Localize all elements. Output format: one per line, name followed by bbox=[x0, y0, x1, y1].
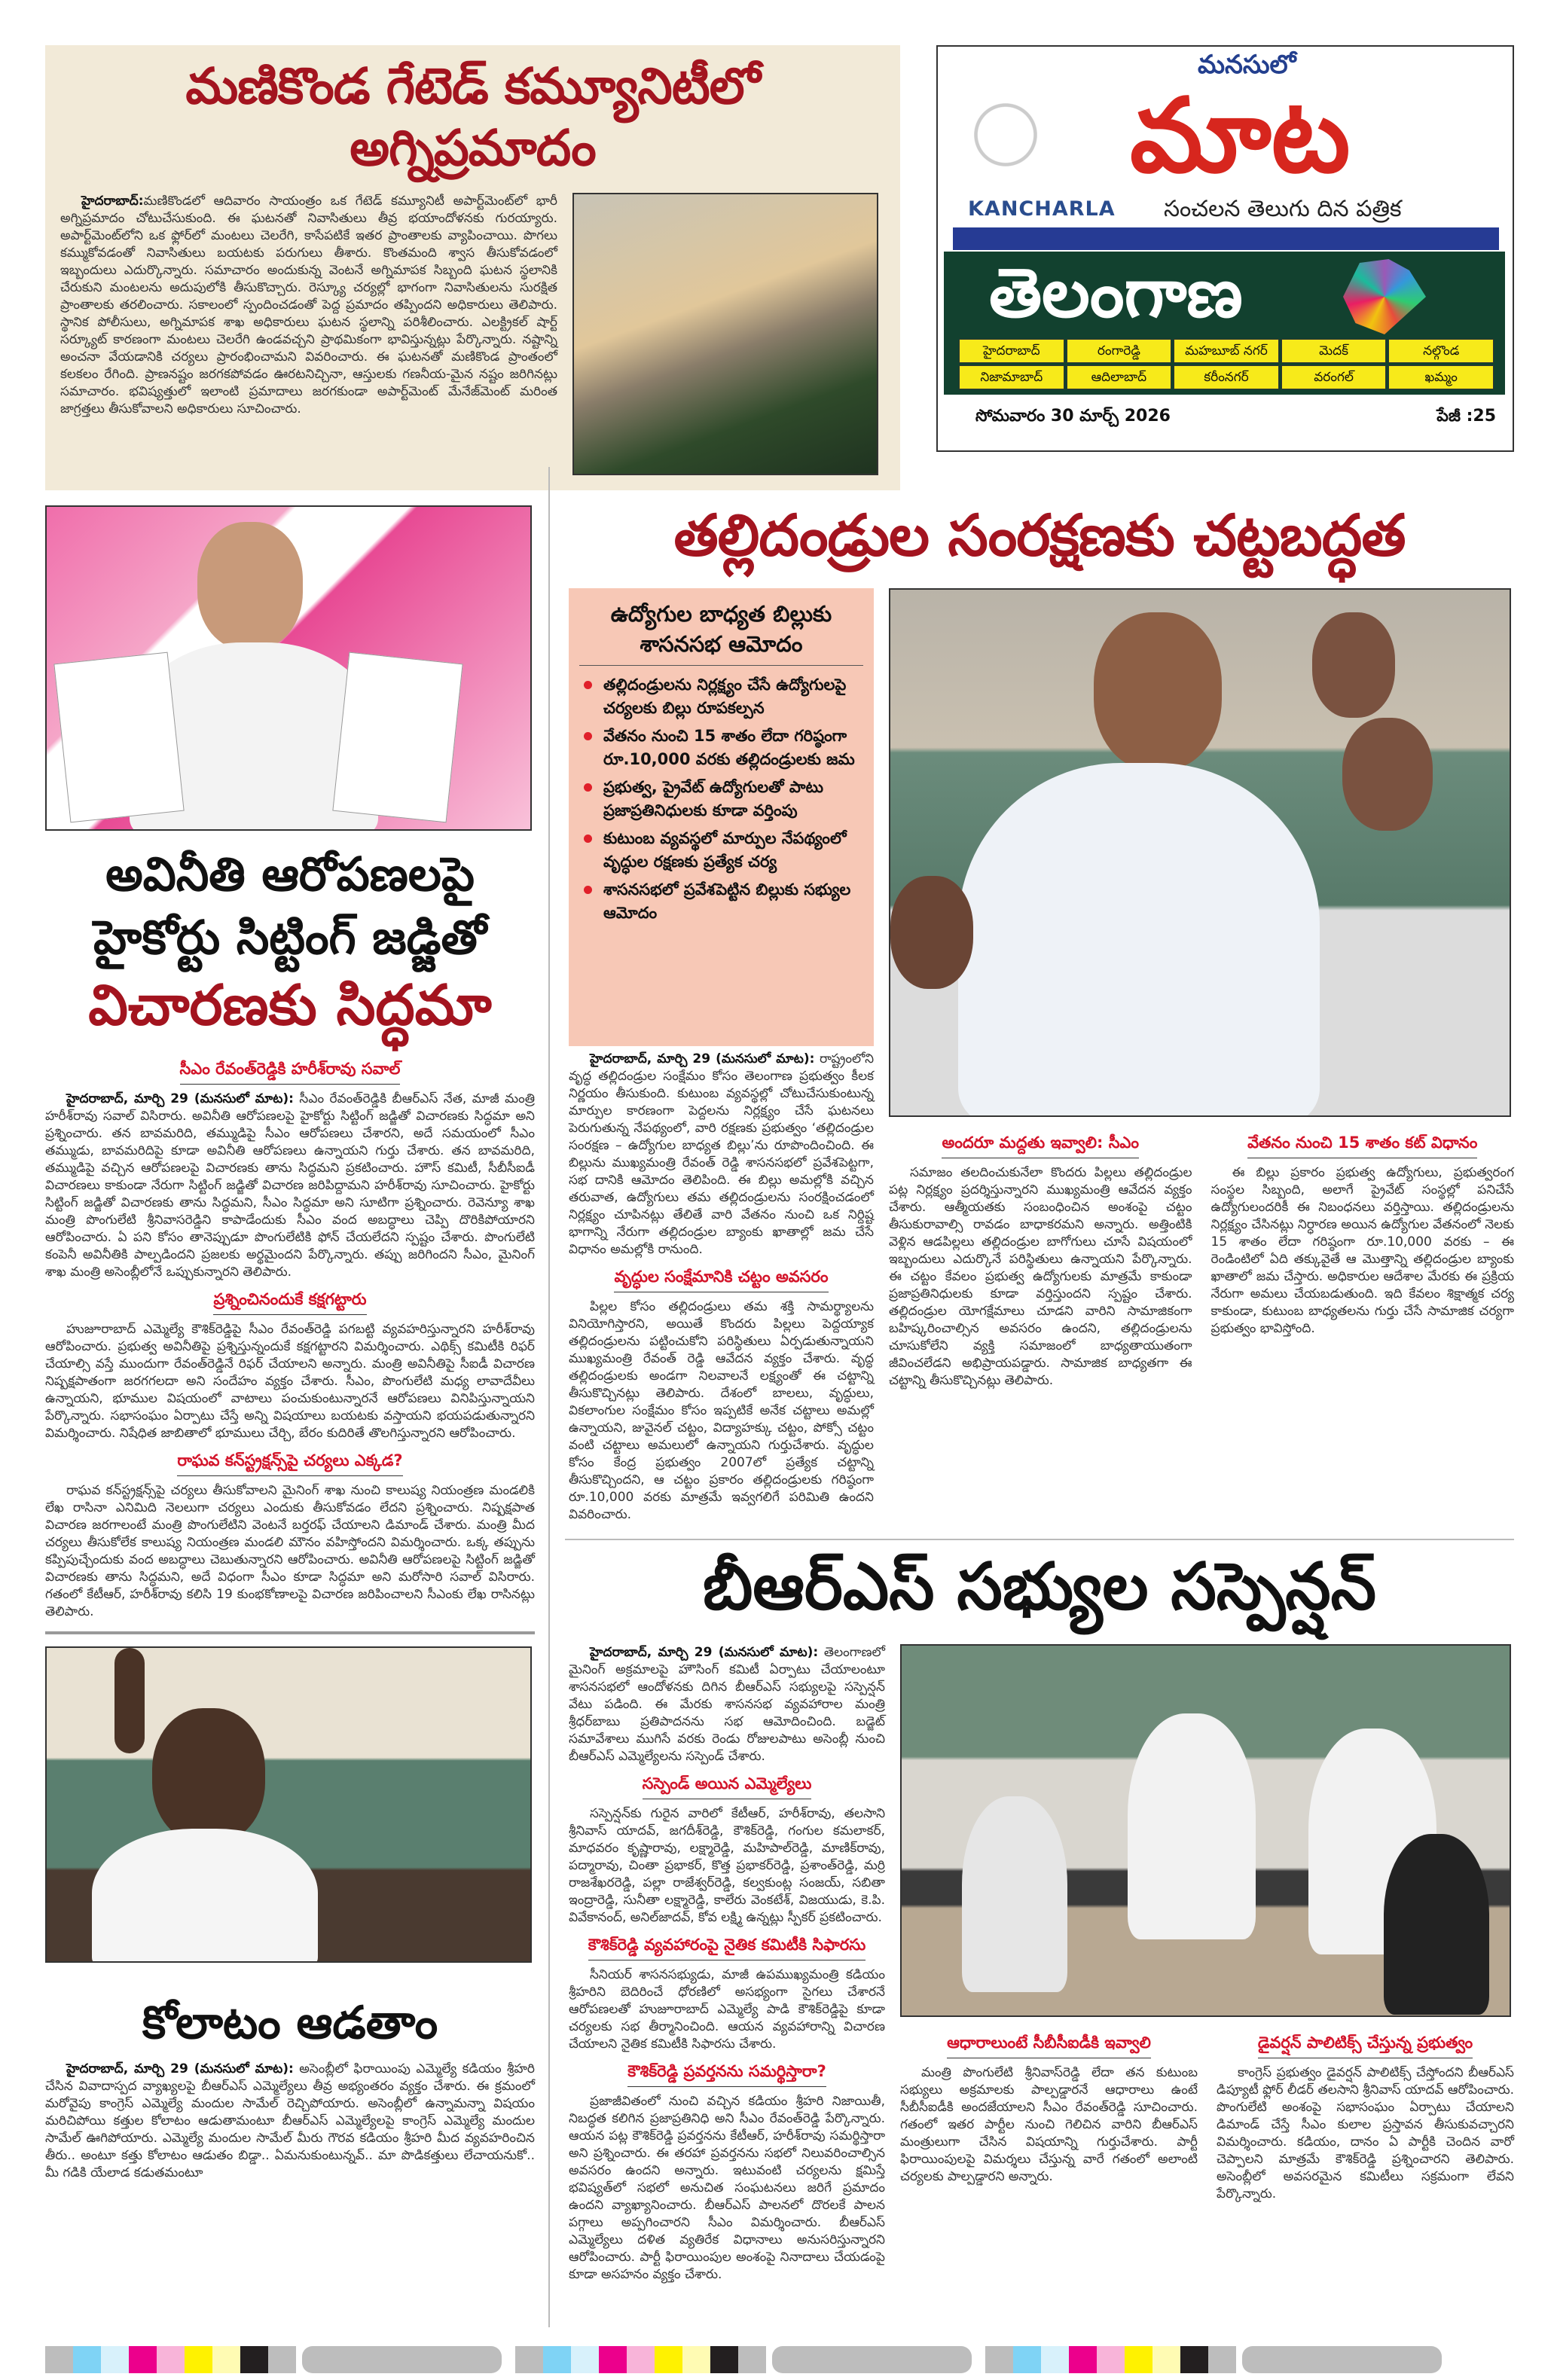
edition-title: తెలంగాణ bbox=[989, 254, 1243, 333]
color-swatch bbox=[73, 2346, 101, 2373]
founder-portrait bbox=[968, 77, 1043, 182]
color-swatch bbox=[1069, 2346, 1097, 2373]
left-story-headline: అవినీతి ఆరోపణలపై హైకోర్టు సిట్టింగ్ జడ్జితో విచారణకు సిద్ధమా bbox=[88, 847, 492, 1038]
district-label: ఆదిలాబాద్ bbox=[1067, 365, 1172, 389]
dateline: హైదరాబాద్: bbox=[81, 194, 144, 209]
section-title: ఆధారాలుంటే సీబీసీఐడీకి ఇవ్వాలి bbox=[947, 2032, 1151, 2058]
section-title: అందరూ మద్దతు ఇవ్వాలి: సీఎం bbox=[942, 1132, 1139, 1158]
divider bbox=[565, 1539, 1514, 1540]
highlight-text: శాసనసభలో ప్రవేశపెట్టిన బిల్లుకు సభ్యుల ఆమోదం bbox=[603, 880, 851, 922]
article-text: మంత్రి పొంగులేటి శ్రీనివాస్‌రెడ్డి లేదా తన కుటుంబ సభ్యులు అక్రమాలకు పాల్పడ్డారనే ఆధారాలు ఉంటే సీబీసీఐడీకి అందజేయాలని సీఎం రేవంత్‌రెడ్డి సూచించారు. గతంలో ఇతర పార్టీల నుంచి గెలిచిన వారిని బీఆర్‌ఎస్ మంత్రులుగా చేసిన విషయాన్ని గుర్తుచేశారు. పార్టీ ఫిరాయింపులపై విమర్శలు చేస్తున్న వారే గతంలో అలాంటి చర్యలకు పాల్పడ్డారని అన్నారు. bbox=[900, 2065, 1198, 2184]
highlight-item bbox=[579, 878, 863, 925]
district-label: హైదరాబాద్ bbox=[959, 339, 1064, 363]
color-swatch bbox=[571, 2346, 599, 2373]
color-swatch bbox=[515, 2346, 543, 2373]
brs-story-col-2 bbox=[900, 2025, 1198, 2206]
main-headline: తల్లిదండ్రుల సంరక్షణకు చట్టబద్ధత bbox=[673, 502, 1406, 569]
center-column bbox=[565, 498, 1514, 2287]
section-title: సస్పెండ్ అయిన ఎమ్మెల్యేలు bbox=[643, 1773, 812, 1799]
district-label: నిజామాబాద్ bbox=[959, 365, 1064, 389]
gray-pill bbox=[1242, 2346, 1442, 2373]
bullet-icon bbox=[584, 835, 592, 843]
brs-headline: బీఆర్ఎస్ సభ్యుల సస్పెన్షన్ bbox=[703, 1549, 1376, 1625]
section-title: వృద్ధుల సంక్షేమానికి చట్టం అవసరం bbox=[614, 1266, 828, 1292]
section-title: డైవర్షన్ పాలిటిక్స్ చేస్తున్న ప్రభుత్వం bbox=[1258, 2032, 1473, 2058]
main-story-col-2 bbox=[889, 1124, 1192, 1393]
left-story-subhead: సీఎం రేవంత్‌రెడ్డికి హరీశ్‌రావు సవాల్ bbox=[180, 1058, 401, 1085]
color-swatch bbox=[45, 2346, 73, 2373]
brand-small: మనసులో bbox=[1198, 50, 1296, 80]
brs-story bbox=[565, 1644, 1514, 2287]
article-text: మణికొండలో ఆదివారం సాయంత్రం ఒక గేటెడ్ కమ్యూనిటీ అపార్ట్‌మెంట్‌లో భారీ అగ్నిప్రమాదం చోటుచేసుకుంది. ఈ ఘటనతో నివాసితులు తీవ్ర భయాందోళనకు గురయ్యారు. అపార్ట్‌మెంట్‌లోని ఒక ఫ్లోర్‌లో మంటలు చెలరేగి, కాసేపటికే ఇతర ప్రాంతాలకు వ్యాపించాయి. పొగలు కమ్ముకోవడంతో నివాసితులు బయటకు పరుగులు తీశారు. కొంతమంది శ్వాస తీసుకోవడంలో ఇబ్బందులు ఎదుర్కొన్నారు. సమాచారం అందుకున్న వెంటనే అగ్నిమాపక సిబ్బంది ఘటన స్థలానికి చేరుకుని మంటలను అదుపులోకి తీసుకొచ్చారు. రెస్క్యూ చర్యల్లో భాగంగా నివాసితులను సురక్షిత ప్రాంతాలకు తరలించారు. సకాలంలో స్పందించడంతో పెద్ద ప్రమాదం తప్పిందని అధికారులు తెలిపారు. స్థానిక పోలీసులు, అగ్నిమాపక శాఖ అధికారులు ఘటన స్థలాన్ని పరిశీలించారు. ఎలక్ట్రికల్ షార్ట్ సర్క్యూట్ కారణంగా మంటలు చెలరేగి ఉండవచ్చని ప్రాథమికంగా భావిస్తున్నట్లు పేర్కొన్నారు. నష్టాన్ని అంచనా వేయడానికి చర్యలు ప్రారంభించామని వివరించారు. ఈ ఘటనతో మణికొండ ప్రాంతంలో కలకలం రేగింది. ప్రాణనష్టం జరగకపోవడం ఊరటనిచ్చినా, ఆస్తులకు గణనీయ-మైన నష్టం జరిగినట్లు సమాచారం. భవిష్యత్తులో ఇలాంటి ప్రమాదాలు జరగకుండా అపార్ట్‌మెంట్ మేనేజ్‌మెంట్ మరింత జాగ్రత్తలు తీసుకోవాలని అధికారులు సూచించారు. bbox=[60, 194, 557, 416]
section-title: ప్రశ్నించినందుకే కక్షగట్టారు bbox=[213, 1289, 366, 1315]
fire-photo bbox=[572, 193, 878, 475]
top-story bbox=[45, 45, 900, 490]
color-swatch bbox=[240, 2346, 268, 2373]
registration-color-bar bbox=[45, 2346, 1522, 2373]
article-text: సీనియర్ శాసనసభ్యుడు, మాజీ ఉపముఖ్యమంత్రి కడియం శ్రీహరిని బెదిరించే ధోరణిలో అసభ్యంగా సైగలు చేశారనే ఆరోపణలతో హుజూరాబాద్ ఎమ్మెల్యే పాడి కౌశిక్‌రెడ్డిపై కూడా చర్యలకు సభ తీర్మానించింది. ఆయన వ్యవహారాన్ని విచారణ చేయాలని నైతిక కమిటీకి సిఫారసు చేశారు. bbox=[569, 1967, 885, 2052]
blue-bar bbox=[953, 227, 1499, 250]
article-text: ఈ బిల్లు ప్రకారం ప్రభుత్వ ఉద్యోగులు, ప్రభుత్వరంగ సంస్థల సిబ్బంది, అలాగే ప్రైవేట్ సంస్థల్లో పనిచేసే ఉద్యోగులందరికీ ఈ నిబంధనలు వర్తిస్తాయి. తల్లిదండ్రులను నిర్లక్ష్యం చేసినట్లు నిర్ధారణ అయిన ఉద్యోగుల వేతనంలో నెలకు 15 శాతం లేదా గరిష్ఠంగా రూ.10,000 వరకు – ఈ రెండింటిలో ఏది తక్కువైతే ఆ మొత్తాన్ని తల్లిదండ్రుల బ్యాంకు ఖాతాలో జమ చేస్తారు. అధికారుల ఆదేశాల మేరకు ఈ ప్రక్రియ నేరుగా అమలు చేయబడుతుంది. ఇది కేవలం శిక్షాత్మక చర్య కాకుండా, కుటుంబ బాధ్యతలను గుర్తు చేసే సామాజిక చర్యగా ప్రభుత్వం భావిస్తోంది. bbox=[1210, 1165, 1514, 1336]
bullet-icon bbox=[584, 732, 592, 740]
color-swatch bbox=[985, 2346, 1013, 2373]
district-label: వరంగల్ bbox=[1281, 365, 1387, 389]
assembly-photo bbox=[900, 1644, 1511, 2017]
color-swatch bbox=[157, 2346, 185, 2373]
masthead bbox=[936, 45, 1514, 452]
article-text: హుజూరాబాద్ ఎమ్మెల్యే కౌశిక్‌రెడ్డిపై సీఎం రేవంత్‌రెడ్డి పగబట్టి వ్యవహరిస్తున్నారని హరీశ్‌రావు ఆరోపించారు. ప్రభుత్వ అవినీతిపై ప్రశ్నిస్తున్నందుకే కక్షగట్టారని విమర్శించారు. ఎథిక్స్ కమిటీకి రిఫర్ చేయాల్సి వస్తే ముందుగా రేవంత్‌రెడ్డినే రిఫర్ చేయాలని అన్నారు. మంత్రి అవినీతిపై సీఐడీ విచారణ నిష్పక్షపాతంగా జరగగలదా అని సందేహం వ్యక్తం చేశారు. సీఎం, పొంగులేటి మధ్య లావాదేవీలు ఉన్నాయని, భూముల విషయంలో వాటాలు పంచుకుంటున్నారనే ఆరోపణలు వినిపిస్తున్నాయని పేర్కొన్నారు. సభాసంఘం ఏర్పాటు చేస్తే అన్ని విషయాలు బయటకు వస్తాయని భయపడుతున్నారని విమర్శించారు. నిషేధిత జాబితాలో భూములు చేర్చి, బేరం కుదిరితే తొలగిస్తున్నారని ఆరోపించారు. bbox=[45, 1322, 535, 1441]
gray-pill bbox=[302, 2346, 502, 2373]
color-swatch bbox=[655, 2346, 682, 2373]
highlight-text: తల్లిదండ్రులను నిర్లక్ష్యం చేసే ఉద్యోగులపై చర్యలకు బిల్లు రూపకల్పన bbox=[603, 676, 847, 717]
gray-pill bbox=[772, 2346, 972, 2373]
tagline: సంచలన తెలుగు దిన పత్రిక bbox=[1164, 196, 1402, 222]
article-text: పిల్లల కోసం తల్లిదండ్రులు తమ శక్తి సామర్థ్యాలను వినియోగిస్తారని, అయితే కొందరు పిల్లలు పెద్దయ్యాక తల్లిదండ్రులను పట్టించుకోని పరిస్థితులు ఏర్పడుతున్నాయని ముఖ్యమంత్రి రేవంత్ రెడ్డి ఆవేదన వ్యక్తం చేశారు. వృద్ధ తల్లిదండ్రులకు అండగా నిలవాలనే లక్ష్యంతో ఈ చట్టాన్ని తీసుకొచ్చినట్లు తెలిపారు. దేశంలో బాలలు, వృద్ధులు, వికలాంగుల సంక్షేమం కోసం ఇప్పటికే అనేక చట్టాలు అమల్లో ఉన్నాయని, జువైనల్ చట్టం, విద్యాహక్కు చట్టం, పోక్సో చట్టం వంటి చట్టాలు అమలులో ఉన్నాయని గుర్తుచేశారు. వృద్ధుల కోసం కేంద్ర ప్రభుత్వం 2007లో ప్రత్యేక చట్టాన్ని తీసుకొచ్చిందని, ఆ చట్టం ప్రకారం తల్లిదండ్రులకు గరిష్ఠంగా రూ.10,000 వరకు మాత్రమే ఇవ్వగలిగే పరిమితి ఉందని వివరించారు. bbox=[569, 1299, 874, 1522]
kolatam-body: హైదరాబాద్, మార్చి 29 (మనసులో మాట): అసెంబ్లీలో ఫిరాయింపు ఎమ్మెల్యే కడియం శ్రీహరి చేసిన వివాదాస్పద వ్యాఖ్యలపై బీఆర్‌ఎస్ ఎమ్మెల్యేలు తీవ్ర అభ్యంతరం వ్యక్తం చేశారు. ఈ క్రమంలో మరోవైపు కాంగ్రెస్ ఎమ్మెల్యే మందుల సామేల్ రెచ్చిపోయారు. అసెంబ్లీలో ఉన్నామన్నా విషయం మరిచిపోయి కత్తుల కోలాటం ఆడుతామంటూ బీఆర్‌ఎస్ ఎమ్మెల్యేలపై కాంగ్రెస్ ఎమ్మెల్యే మందుల సామేల్ ఊగిపోయారు. ఎమ్మెల్యే మందుల సామేల్ మీరు గౌరవ కడియం శ్రీహరి మీద వ్యవహరించిన తీరు.. అంటూ కత్తు కోలాటం ఆడుతం బిడ్డా.. ఏమనుకుంటున్నవ్.. మా పొడికత్తులు లేచాయనుకో.. మీ గడికి యేలాడ కడుతమంటూ bbox=[45, 2061, 535, 2180]
color-swatch bbox=[682, 2346, 710, 2373]
highlight-item bbox=[579, 776, 863, 822]
district-label: మెదక్ bbox=[1281, 339, 1387, 363]
bullet-icon bbox=[584, 783, 592, 792]
highlights-box bbox=[569, 588, 874, 1046]
district-label: ఖమ్మం bbox=[1388, 365, 1494, 389]
mla-speaking-photo bbox=[45, 1646, 532, 1963]
color-swatch bbox=[1180, 2346, 1208, 2373]
bullet-icon bbox=[584, 681, 592, 689]
color-swatch bbox=[1013, 2346, 1041, 2373]
highlight-item bbox=[579, 827, 863, 874]
article-text: కాంగ్రెస్ ప్రభుత్వం డైవర్షన్ పాలిటిక్స్ చేస్తోందని బీఆర్‌ఎస్ డిప్యూటీ ఫ్లోర్ లీడర్ తలసాని శ్రీనివాస్ యాదవ్ ఆరోపించారు. పొంగులేటి అంశంపై సభాసంఘం ఏర్పాటు చేయాలని డిమాండ్ చేస్తే సీఎం కులాల ప్రస్తావన తీసుకువచ్చారని విమర్శించారు. కడియం, దానం ఏ పార్టీకి చెందిన వారో చెప్పాలని మాత్రమే కౌశిక్‌రెడ్డి ప్రశ్నించారని తెలిపారు. అసెంబ్లీలో అవసరమైన కమిటీలు సక్రమంగా లేవని పేర్కొన్నారు. bbox=[1217, 2065, 1514, 2202]
color-swatch bbox=[212, 2346, 240, 2373]
left-story-body: సీఎం రేవంత్‌రెడ్డికి హరీశ్‌రావు సవాల్ హైదరాబాద్, మార్చి 29 (మనసులో మాట): సీఎం రేవంత్‌రెడ్డికి బీఆర్‌ఎస్ నేత, మాజీ మంత్రి హరీశ్‌రావు సవాల్ విసిరారు. అవినీతి ఆరోపణలపై హైకోర్టు సిట్టింగ్ జడ్జితో విచారణకు సిద్ధమా అని ప్రశ్నించారు. తన బావమరిది, తమ్ముడిపై సీఎం ఆరోపణలు చేశారని, అదే సమయంలో సీఎం తమ్ముడు, బావమరిదిపై కూడా అవినీతి ఆరోపణలు ఉన్నాయని గుర్తు చేశారు. తన బావమరిది, తమ్ముడిపై వచ్చిన ఆరోపణలపై విచారణకు తాను సిద్ధమని ప్రకటించారు. హౌస్ కమిటీ, సీబీసీఐడీ విచారణలు కాకుండా నేరుగా సిట్టింగ్ జడ్జితో విచారణ జరిపిద్దామని హరీశ్‌రావు సూచించారు. హైకోర్టు సిట్టింగ్ జడ్జితో విచారణకు తాను సిద్ధమని, సీఎం సిద్ధమా అని సూటిగా ప్రశ్నించారు. రెవెన్యూ శాఖ మంత్రి పొంగులేటి శ్రీనివాసరెడ్డిని కాపాడేందుకు సీఎం వంద అబద్ధాలు చెప్పి దొరికిపోయారని ఆరోపించారు. ఏ పని కోసం తానెప్పుడూ పొంగులేటికి ఫోన్ చేయలేదని స్పష్టం చేశారు. పొంగులేటి కంపెనీ అవినీతికి పాల్పడిందని ప్రజలకు అర్థమైందని పేర్కొన్నారు. తప్పు జరిగిందని సీఎం, మైనింగ్ శాఖ మంత్రి అసెంబ్లీలోనే ఒప్పుకున్నారని తెలిపారు. ప్రశ్నించినందుకే కక్షగట్టారు హుజూరాబాద్ ఎమ్మెల్యే కౌశిక్‌రెడ్డిపై సీఎం రేవంత్‌రెడ్డి పగబట్టి వ్యవహరిస్తున్నారని హరీశ్‌రావు ఆరోపించారు. ప్రభుత్వ అవినీతిపై ప్రశ్నిస్తున్నందుకే కక్షగట్టారని విమర్శించారు. ఎథిక్స్ కమిటీకి రిఫర్ చేయాల్సి వస్తే ముందుగా రేవంత్‌రెడ్డినే రిఫర్ చేయాలని అన్నారు. మంత్రి అవినీతిపై సీఐడీ విచారణ నిష్పక్షపాతంగా జరగగలదా అని సందేహం వ్యక్తం చేశారు. సీఎం, పొంగులేటి మధ్య లావాదేవీలు ఉన్నాయని, భూముల విషయంలో వాటాలు పంచుకుంటున్నారనే ఆరోపణలు వినిపిస్తున్నాయని పేర్కొన్నారు. సభాసంఘం ఏర్పాటు చేస్తే అన్ని విషయాలు బయటకు వస్తాయని భయపడుతున్నారని విమర్శించారు. నిషేధిత జాబితాలో భూములు చేర్చి, బేరం కుదిరితే తొలగిస్తున్నారని ఆరోపించారు. రాఘవ కన్‌స్ట్రక్షన్స్‌పై చర్యలు ఎక్కడ? రాఘవ కన్‌స్ట్రక్షన్స్‌పై చర్యలు తీసుకోవాలని మైనింగ్ శాఖ నుంచి కాలుష్య నియంత్రణ మండలికి లేఖ రాసినా ఎనిమిది నెలలుగా చర్యలు ఎందుకు తీసుకోవడం లేదని ప్రశ్నించారు. నిష్పక్షపాత విచారణ జరగాలంటే మంత్రి పొంగులేటిని వెంటనే బర్తరఫ్ చేయాలని డిమాండ్ చేశారు. మంత్రి మీద చర్యలు తీసుకోలేక కాలుష్య నియంత్రణ మండలి మౌనం వహిస్తోందని విమర్శించారు. ఒక్క తప్పును కప్పిపుచ్చేందుకు వంద అబద్ధాలు చెబుతున్నారని ఆరోపించారు. అవినీతి ఆరోపణలపై సిట్టింగ్ జడ్జితో విచారణకు తాను సిద్ధమని, అదే విధంగా సీఎం కూడా సిద్ధమా అని మరోసారి సవాల్ విసిరారు. గతంలో కేటీఆర్, హరీశ్‌రావు కలిసి 19 కుంభకోణాలపై విచారణ జరిపించాలని సీఎంకు లేఖ రాసినట్లు తెలిపారు. bbox=[45, 1060, 536, 1619]
color-swatch bbox=[1125, 2346, 1152, 2373]
section-title: కౌశిక్‌రెడ్డి వ్యవహారంపై నైతిక కమిటీకి సిఫారసు bbox=[588, 1934, 866, 1960]
left-column bbox=[45, 505, 535, 2185]
harish-rao-photo bbox=[45, 505, 532, 831]
founder-name: KANCHARLA bbox=[968, 197, 1116, 221]
column-divider bbox=[548, 467, 550, 2327]
district-label: మహబూబ్ నగర్ bbox=[1174, 339, 1279, 363]
district-label: కరీంనగర్ bbox=[1174, 365, 1279, 389]
telangana-map-icon bbox=[1343, 259, 1426, 334]
page-number: పేజీ :25 bbox=[1436, 407, 1496, 426]
highlight-text: కుటుంబ వ్యవస్థలో మార్పుల నేపథ్యంలో వృద్ధుల రక్షణకు ప్రత్యేక చర్య bbox=[603, 829, 847, 871]
highlight-item bbox=[579, 725, 863, 771]
color-swatch bbox=[129, 2346, 157, 2373]
main-story bbox=[565, 588, 1514, 1527]
color-swatch bbox=[268, 2346, 296, 2373]
district-list bbox=[959, 339, 1494, 389]
color-swatch bbox=[738, 2346, 766, 2373]
cm-speaking-photo bbox=[889, 588, 1511, 1117]
color-swatch bbox=[543, 2346, 571, 2373]
district-label: నల్గొండ bbox=[1388, 339, 1494, 363]
highlights-title: ఉద్యోగుల బాధ్యత బిల్లుకు శాసనసభ ఆమోదం bbox=[579, 599, 863, 666]
highlight-item bbox=[579, 673, 863, 720]
section-title: వేతనం నుంచి 15 శాతం కట్ విధానం bbox=[1247, 1132, 1477, 1158]
highlight-text: వేతనం నుంచి 15 శాతం లేదా గరిష్ఠంగా రూ.10,000 వరకు తల్లిదండ్రులకు జమ bbox=[603, 727, 855, 768]
edition-band bbox=[944, 252, 1505, 395]
color-swatch bbox=[185, 2346, 212, 2373]
article-text: సస్పెన్షన్‌కు గురైన వారిలో కేటీఆర్, హరీశ్‌రావు, తలసాని శ్రీనివాస్ యాదవ్, జగదీశ్‌రెడ్డి, కౌశిక్‌రెడ్డి, గంగుల కమలాకర్, మాధవరం కృష్ణారావు, లక్ష్మారెడ్డి, మహిపాల్‌రెడ్డి, మాణిక్‌రావు, పద్మారావు, చింతా ప్రభాకర్, కొత్త ప్రభాకర్‌రెడ్డి, ప్రశాంత్‌రెడ్డి, మర్రి రాజశేఖరరెడ్డి, పల్లా రాజేశ్వర్‌రెడ్డి, కల్వకుంట్ల సంజయ్, సబితా ఇంద్రారెడ్డి, సునీతా లక్ష్మారెడ్డి, కాలేరు వెంకటేశ్, విజయుడు, కె.పి. వివేకానంద్, అనిల్‌జాదవ్, కోవ లక్ష్మి ఉన్నట్లు స్పీకర్ ప్రకటించారు. bbox=[569, 1806, 885, 1925]
color-swatch bbox=[101, 2346, 129, 2373]
main-story-col-3 bbox=[1211, 1124, 1515, 1393]
color-swatch bbox=[599, 2346, 627, 2373]
color-swatch bbox=[627, 2346, 655, 2373]
kolatam-headline: కోలాటం ఆడతాం bbox=[142, 1997, 438, 2049]
top-story-headline: మణికొండ గేటెడ్ కమ్యూనిటీలో అగ్నిప్రమాదం bbox=[185, 57, 760, 177]
highlight-text: ప్రభుత్వ, ప్రైవేట్ ఉద్యోగులతో పాటు ప్రజాప్రతినిధులకు కూడా వర్తింపు bbox=[603, 778, 824, 819]
brs-story-col-3 bbox=[1217, 2025, 1514, 2206]
color-swatch bbox=[1208, 2346, 1236, 2373]
color-swatch bbox=[1097, 2346, 1125, 2373]
article-text: రాఘవ కన్‌స్ట్రక్షన్స్‌పై చర్యలు తీసుకోవాలని మైనింగ్ శాఖ నుంచి కాలుష్య నియంత్రణ మండలికి లేఖ రాసినా ఎనిమిది నెలలుగా చర్యలు ఎందుకు తీసుకోవడం లేదని ప్రశ్నించారు. నిష్పక్షపాత విచారణ జరగాలంటే మంత్రి పొంగులేటిని వెంటనే బర్తరఫ్ చేయాలని డిమాండ్ చేశారు. మంత్రి మీద చర్యలు తీసుకోలేక కాలుష్య నియంత్రణ మండలి మౌనం వహిస్తోందని విమర్శించారు. ఒక్క తప్పును కప్పిపుచ్చేందుకు వంద అబద్ధాలు చెబుతున్నారని ఆరోపించారు. అవినీతి ఆరోపణలపై సిట్టింగ్ జడ్జితో విచారణకు తాను సిద్ధమని, అదే విధంగా సీఎం కూడా సిద్ధమా అని మరోసారి సవాల్ విసిరారు. గతంలో కేటీఆర్, హరీశ్‌రావు కలిసి 19 కుంభకోణాలపై విచారణ జరిపించాలని సీఎంకు లేఖ రాసినట్లు తెలిపారు. bbox=[45, 1483, 535, 1619]
section-title: కౌశిక్‌రెడ్డి ప్రవర్తనను సమర్థిస్తారా? bbox=[627, 2061, 826, 2087]
brs-story-col-1: హైదరాబాద్, మార్చి 29 (మనసులో మాట): తెలంగాణలో మైనింగ్ అక్రమాలపై హౌసింగ్ కమిటీ ఏర్పాటు చేయాలంటూ శాసనసభలో ఆందోళనకు దిగిన బీఆర్‌ఎస్ సభ్యులపై సస్పెన్షన్ వేటు పడింది. ఈ మేరకు శాసనసభ వ్యవహారాల మంత్రి శ్రీధర్‌బాబు ప్రతిపాదనను సభ ఆమోదించింది. బడ్జెట్ సమావేశాలు ముగిసే వరకు రెండు రోజులపాటు అసెంబ్లీ నుంచి బీఆర్‌ఎస్ ఎమ్మెల్యేలను సస్పెండ్ చేశారు. సస్పెండ్ అయిన ఎమ్మెల్యేలు సస్పెన్షన్‌కు గురైన వారిలో కేటీఆర్, హరీశ్‌రావు, తలసాని శ్రీనివాస్ యాదవ్, జగదీశ్‌రెడ్డి, కౌశిక్‌రెడ్డి, గంగుల కమలాకర్, మాధవరం కృష్ణారావు, లక్ష్మారెడ్డి, మహిపాల్‌రెడ్డి, మాణిక్‌రావు, పద్మారావు, చింతా ప్రభాకర్, కొత్త ప్రభాకర్‌రెడ్డి, ప్రశాంత్‌రెడ్డి, మర్రి రాజశేఖరరెడ్డి, పల్లా రాజేశ్వర్‌రెడ్డి, కల్వకుంట్ల సంజయ్, సబితా ఇంద్రారెడ్డి, సునీతా లక్ష్మారెడ్డి, కాలేరు వెంకటేశ్, విజయుడు, కె.పి. వివేకానంద్, అనిల్‌జాదవ్, కోవ లక్ష్మి ఉన్నట్లు స్పీకర్ ప్రకటించారు. కౌశిక్‌రెడ్డి వ్యవహారంపై నైతిక కమిటీకి సిఫారసు సీనియర్ శాసనసభ్యుడు, మాజీ ఉపముఖ్యమంత్రి కడియం శ్రీహరిని బెదిరించే ధోరణిలో అసభ్యంగా సైగలు చేశారనే ఆరోపణలతో హుజూరాబాద్ ఎమ్మెల్యే పాడి కౌశిక్‌రెడ్డిపై కూడా చర్యలకు సభ తీర్మానించింది. ఆయన వ్యవహారాన్ని విచారణ చేయాలని నైతిక కమిటీకి సిఫారసు చేశారు. కౌశిక్‌రెడ్డి ప్రవర్తనను సమర్థిస్తారా? ప్రజాజీవితంలో నుంచి వచ్చిన కడియం శ్రీహరి నిజాయితీ, నిబద్ధత కలిగిన ప్రజాప్రతినిధి అని సీఎం రేవంత్‌రెడ్డి పేర్కొన్నారు. ఆయన పట్ల కౌశిక్‌రెడ్డి ప్రవర్తనను కేటీఆర్, హరీశ్‌రావు సమర్థిస్తారా అని ప్రశ్నించారు. ఈ తరహా ప్రవర్తనను సభలో నిలువరించాల్సిన అవసరం ఉందని అన్నారు. ఇటువంటి చర్యలను క్షమిస్తే భవిష్యత్‌లో సభలో అనుచిత సంఘటనలు జరిగే ప్రమాదం ఉందని వ్యాఖ్యానించారు. బీఆర్‌ఎస్ పాలనలో దొరలకే పాలన పగ్గాలు అప్పగించారని సీఎం విమర్శించారు. బీఆర్‌ఎస్ ఎమ్మెల్యేలు దళిత వ్యతిరేక విధానాలు అనుసరిస్తున్నారని ఆరోపించారు. పార్టీ ఫిరాయింపుల అంశంపై నినాదాలు చేయడంపై కూడా అసహనం వ్యక్తం చేశారు. bbox=[569, 1645, 885, 2282]
top-story-body bbox=[60, 193, 557, 421]
color-swatch bbox=[710, 2346, 738, 2373]
issue-date: సోమవారం 30 మార్చ్ 2026 bbox=[975, 407, 1171, 426]
article-text: ప్రజాజీవితంలో నుంచి వచ్చిన కడియం శ్రీహరి నిజాయితీ, నిబద్ధత కలిగిన ప్రజాప్రతినిధి అని సీఎం రేవంత్‌రెడ్డి పేర్కొన్నారు. ఆయన పట్ల కౌశిక్‌రెడ్డి ప్రవర్తనను కేటీఆర్, హరీశ్‌రావు సమర్థిస్తారా అని ప్రశ్నించారు. ఈ తరహా ప్రవర్తనను సభలో నిలువరించాల్సిన అవసరం ఉందని అన్నారు. ఇటువంటి చర్యలను క్షమిస్తే భవిష్యత్‌లో సభలో అనుచిత సంఘటనలు జరిగే ప్రమాదం ఉందని వ్యాఖ్యానించారు. బీఆర్‌ఎస్ పాలనలో దొరలకే పాలన పగ్గాలు అప్పగించారని సీఎం విమర్శించారు. బీఆర్‌ఎస్ ఎమ్మెల్యేలు దళిత వ్యతిరేక విధానాలు అనుసరిస్తున్నారని ఆరోపించారు. పార్టీ ఫిరాయింపుల అంశంపై నినాదాలు చేయడంపై కూడా అసహనం వ్యక్తం చేశారు. bbox=[569, 2094, 885, 2282]
color-swatch bbox=[1152, 2346, 1180, 2373]
highlights-list bbox=[579, 673, 863, 925]
divider bbox=[45, 1631, 535, 1634]
bullet-icon bbox=[584, 886, 592, 894]
article-text: సమాజం తలదించుకునేలా కొందరు పిల్లలు తల్లిదండ్రుల పట్ల నిర్లక్ష్యం ప్రదర్శిస్తున్నారని ముఖ్యమంత్రి ఆవేదన వ్యక్తం చేశారు. ఆత్మీయతకు సంబంధించిన అంశంపై చట్టం తీసుకురావాల్సి రావడం బాధాకరమని అన్నారు. అత్తింటికి వెళ్లిన ఆడపిల్లలు తల్లిదండ్రుల బాగోగులు చూసే విషయంలో ఇబ్బందులు ఎదుర్కొనే పరిస్థితులు ఉన్నాయని పేర్కొన్నారు. ఈ చట్టం కేవలం ప్రభుత్వ ఉద్యోగులకు మాత్రమే కాకుండా ప్రజాప్రతినిధులకు కూడా వర్తిస్తుందని స్పష్టం చేశారు. తల్లిదండ్రుల యోగక్షేమాలు చూడని వారిని సామాజికంగా బహిష్కరించాల్సిన అవసరం ఉందని, తల్లిదండ్రులను చూసుకోలేని వ్యక్తి సమాజంలో బాధ్యతాయుతంగా జీవించలేడని అభిప్రాయపడ్డారు. సామాజిక బాధ్యతగా ఈ చట్టాన్ని తీసుకొచ్చినట్లు తెలిపారు. bbox=[889, 1165, 1192, 1388]
district-label: రంగారెడ్డి bbox=[1067, 339, 1172, 363]
main-story-col-1: హైదరాబాద్, మార్చి 29 (మనసులో మాట): రాష్ట్రంలోని వృద్ధ తల్లిదండ్రుల సంక్షేమం కోసం తెలంగాణ ప్రభుత్వం కీలక నిర్ణయం తీసుకుంది. కుటుంబ వ్యవస్థల్లో చోటుచేసుకుంటున్న మార్పుల కారణంగా పెద్దలను నిర్లక్ష్యం చేసే ఘటనలు పెరుగుతున్న నేపథ్యంలో, వారి రక్షణకు ప్రభుత్వం ‘తల్లిదండ్రుల సంరక్షణ – ఉద్యోగుల బాధ్యత బిల్లు’ను రూపొందించింది. ఈ బిల్లును ముఖ్యమంత్రి రేవంత్ రెడ్డి శాసనసభలో ప్రవేశపెట్టగా, సభ దానికి ఆమోదం తెలిపింది. ఈ బిల్లు అమల్లోకి వచ్చిన తరువాత, ఉద్యోగులు తమ తల్లిదండ్రులను సంరక్షించడంలో నిర్లక్ష్యం చూపినట్లు తేలితే వారి వేతనం నుంచి ఒక నిర్దిష్ట భాగాన్ని నేరుగా తల్లిదండ్రుల బ్యాంకు ఖాతాల్లో జమ చేసే విధానం అమల్లోకి రానుంది. వృద్ధుల సంక్షేమానికి చట్టం అవసరం పిల్లల కోసం తల్లిదండ్రులు తమ శక్తి సామర్థ్యాలను వినియోగిస్తారని, అయితే కొందరు పిల్లలు పెద్దయ్యాక తల్లిదండ్రులను పట్టించుకోని పరిస్థితులు ఏర్పడుతున్నాయని ముఖ్యమంత్రి రేవంత్ రెడ్డి ఆవేదన వ్యక్తం చేశారు. వృద్ధ తల్లిదండ్రులకు అండగా నిలవాలనే లక్ష్యంతో ఈ చట్టాన్ని తీసుకొచ్చినట్లు తెలిపారు. దేశంలో బాలలు, వృద్ధులు, వికలాంగుల సంక్షేమం కోసం ఇప్పటికే అనేక చట్టాలు అమల్లో ఉన్నాయని, జువైనల్ చట్టం, విద్యాహక్కు చట్టం, పోక్సో చట్టం వంటి చట్టాలు అమలులో ఉన్నాయని గుర్తుచేశారు. వృద్ధుల కోసం కేంద్ర ప్రభుత్వం 2007లో ప్రత్యేక చట్టాన్ని తీసుకొచ్చిందని, ఆ చట్టం ప్రకారం తల్లిదండ్రులకు గరిష్ఠంగా రూ.10,000 వరకు మాత్రమే ఇవ్వగలిగే పరిమితి ఉందని వివరించారు. bbox=[569, 1051, 874, 1522]
brand-logo: మాట bbox=[1130, 77, 1351, 196]
section-title: రాఘవ కన్‌స్ట్రక్షన్స్‌పై చర్యలు ఎక్కడ? bbox=[177, 1450, 402, 1476]
color-swatch bbox=[1041, 2346, 1069, 2373]
